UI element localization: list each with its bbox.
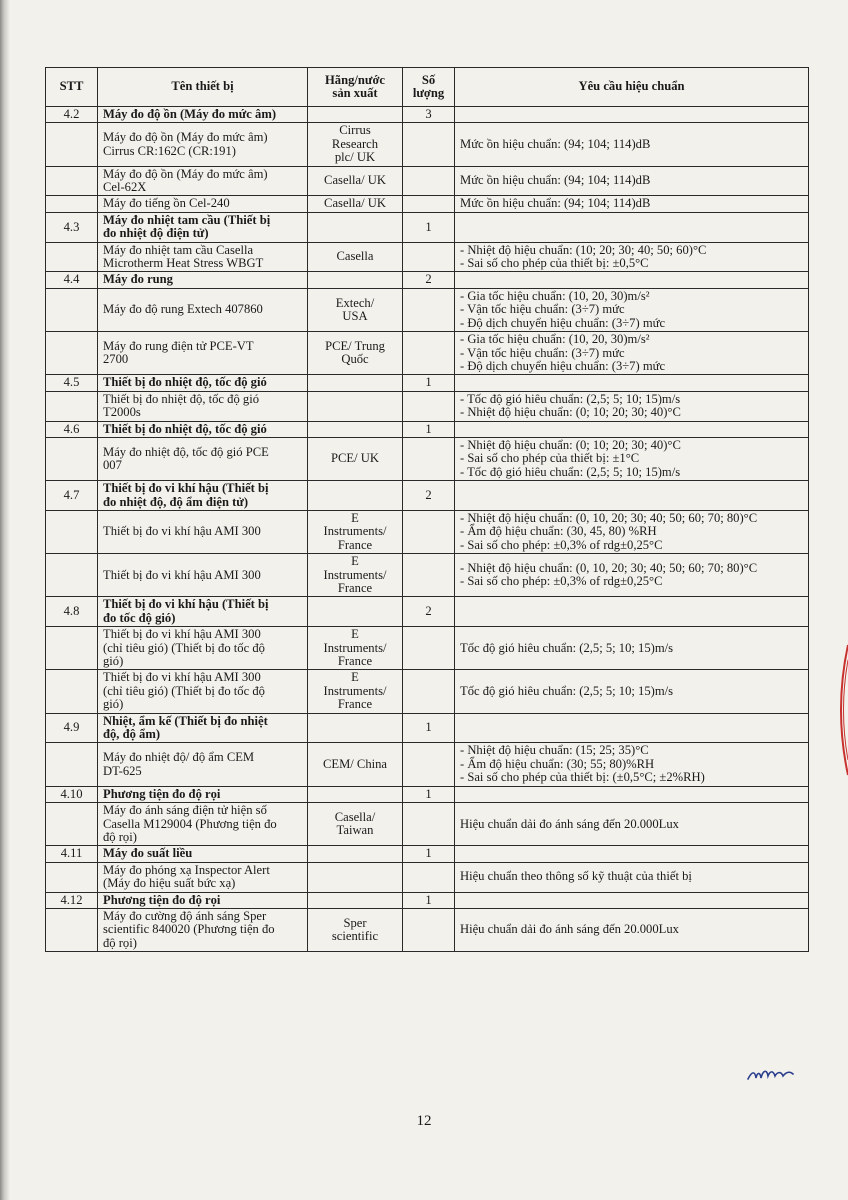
cell-manufacturer <box>308 123 403 166</box>
table-row <box>46 437 809 480</box>
cell-device-name <box>98 288 308 331</box>
cell-device-name <box>98 743 308 786</box>
requirement-line: Tốc độ gió hiêu chuẩn: (2,5; 5; 10; 15)m/s <box>460 683 674 698</box>
device-name-line: scientific 840020 (Phương tiện đo <box>103 922 275 937</box>
cell-calibration-requirement <box>455 892 809 908</box>
device-name-line: Thiết bị đo vi khí hậu AMI 300 <box>103 670 261 685</box>
table-row-group <box>46 421 809 437</box>
table-row-group <box>46 375 809 391</box>
manufacturer-line: Casella/ UK <box>324 173 386 188</box>
table-row-group <box>46 846 809 862</box>
table-row <box>46 908 809 951</box>
cell-device-name <box>98 123 308 166</box>
manufacturer-line: Instruments/ <box>323 567 387 582</box>
table-row <box>46 391 809 421</box>
cell-manufacturer <box>308 391 403 421</box>
cell-device-name <box>98 862 308 892</box>
device-name-line: đo tốc độ gió) <box>103 610 176 625</box>
cell-device-name <box>98 554 308 597</box>
device-name-line: DT-625 <box>103 763 142 778</box>
stamp-inner-arc <box>844 660 848 760</box>
page-number: 12 <box>416 1113 432 1129</box>
cell-stt: 4.7 <box>46 481 98 511</box>
requirement-line: - Gia tốc hiệu chuẩn: (10, 20, 30)m/s² <box>460 288 650 303</box>
table-row-group <box>46 272 809 288</box>
cell-quantity <box>403 908 455 951</box>
device-name-line: gió) <box>103 654 124 669</box>
manufacturer-line: Cirrus <box>339 123 371 138</box>
manufacturer-line: France <box>337 654 373 669</box>
cell-manufacturer <box>308 242 403 272</box>
requirement-line: - Nhiệt độ hiệu chuẩn: (10; 20; 30; 40; 50; 60)°C <box>460 242 707 257</box>
cell-device-name <box>98 375 308 391</box>
cell-stt <box>46 332 98 375</box>
cell-stt <box>46 437 98 480</box>
device-name-line: Máy đo nhiệt tam cầu Casella <box>103 242 254 257</box>
red-stamp-edge <box>832 640 848 780</box>
table-row <box>46 627 809 670</box>
device-name-line: Máy đo nhiệt độ/ độ ẩm CEM <box>103 750 255 765</box>
table-row <box>46 196 809 212</box>
manufacturer-line: Research <box>331 136 379 151</box>
cell-stt: 4.12 <box>46 892 98 908</box>
cell-manufacturer <box>308 288 403 331</box>
cell-manufacturer <box>308 196 403 212</box>
device-name-line: Máy đo độ ồn (Máy đo mức âm) <box>103 130 268 145</box>
cell-calibration-requirement <box>455 272 809 288</box>
device-name-line: Thiết bị đo vi khí hậu AMI 300 <box>103 627 261 642</box>
requirement-line: - Sai số cho phép của thiết bị: ±1°C <box>460 451 640 466</box>
requirement-line: - Nhiệt độ hiệu chuẩn: (0, 10, 20; 30; 40; 50; 60; 70; 80)°C <box>460 510 758 525</box>
cell-stt <box>46 510 98 553</box>
cell-quantity <box>403 288 455 331</box>
cell-quantity <box>403 862 455 892</box>
device-name-line: Máy đo rung <box>103 272 173 287</box>
cell-quantity: 2 <box>403 481 455 511</box>
cell-device-name <box>98 391 308 421</box>
device-name-line: Máy đo nhiệt tam cầu (Thiết bị <box>103 212 271 227</box>
header-stt: STT <box>46 68 98 107</box>
requirement-line: Hiệu chuẩn theo thông số kỹ thuật của thiết bị <box>460 869 692 884</box>
cell-quantity <box>403 242 455 272</box>
cell-calibration-requirement <box>455 332 809 375</box>
cell-device-name <box>98 908 308 951</box>
manufacturer-line: E <box>351 670 359 685</box>
table-row-group <box>46 786 809 802</box>
device-name-line: (Máy đo hiệu suất bức xạ) <box>103 876 236 891</box>
cell-stt: 4.2 <box>46 107 98 123</box>
manufacturer-line: PCE/ UK <box>331 451 379 466</box>
cell-calibration-requirement <box>455 846 809 862</box>
cell-calibration-requirement <box>455 908 809 951</box>
device-name-line: Thiết bị đo nhiệt độ, tốc độ gió <box>103 375 267 390</box>
cell-manufacturer <box>308 908 403 951</box>
table-row <box>46 670 809 713</box>
requirement-line: - Ẩm độ hiệu chuẩn: (30, 45, 80) %RH <box>460 524 657 539</box>
cell-manufacturer <box>308 786 403 802</box>
cell-calibration-requirement <box>455 123 809 166</box>
manufacturer-line: Instruments/ <box>323 524 387 539</box>
table-header <box>46 68 809 107</box>
manufacturer-line: Instruments/ <box>323 683 387 698</box>
cell-quantity <box>403 743 455 786</box>
table-row-group <box>46 107 809 123</box>
cell-manufacturer <box>308 597 403 627</box>
device-name-line: Thiết bị đo vi khí hậu AMI 300 <box>103 524 261 539</box>
manufacturer-line: CEM/ China <box>322 756 388 771</box>
header-device-name: Tên thiết bị <box>98 68 308 107</box>
cell-device-name <box>98 272 308 288</box>
manufacturer-line: Instruments/ <box>323 640 387 655</box>
cell-quantity: 1 <box>403 786 455 802</box>
device-name-line: Phương tiện đo độ rọi <box>103 786 221 801</box>
device-name-line: Máy đo độ ồn (Máy đo mức âm) <box>103 107 277 121</box>
cell-calibration-requirement <box>455 196 809 212</box>
cell-calibration-requirement <box>455 554 809 597</box>
cell-calibration-requirement <box>455 212 809 242</box>
requirement-line: Hiệu chuẩn dải đo ánh sáng đến 20.000Lux <box>460 816 679 831</box>
cell-stt: 4.9 <box>46 713 98 743</box>
cell-calibration-requirement <box>455 481 809 511</box>
header-quantity <box>403 68 455 107</box>
cell-manufacturer <box>308 107 403 123</box>
device-name-line: đo nhiệt độ điện tử) <box>103 226 209 241</box>
initials-stroke <box>748 1071 793 1079</box>
cell-device-name <box>98 421 308 437</box>
device-name-line: Casella M129004 (Phương tiện đo <box>103 816 277 831</box>
cell-quantity <box>403 670 455 713</box>
cell-quantity: 1 <box>403 892 455 908</box>
cell-stt <box>46 670 98 713</box>
calibration-equipment-table <box>45 67 809 952</box>
cell-manufacturer <box>308 166 403 196</box>
cell-calibration-requirement <box>455 107 809 123</box>
cell-manufacturer <box>308 743 403 786</box>
device-name-line: Thiết bị đo nhiệt độ, tốc độ gió <box>103 391 260 406</box>
cell-device-name <box>98 670 308 713</box>
device-name-line: Máy đo cường độ ánh sáng Sper <box>103 908 267 923</box>
cell-quantity: 1 <box>403 846 455 862</box>
cell-calibration-requirement <box>455 391 809 421</box>
cell-quantity <box>403 391 455 421</box>
cell-stt <box>46 908 98 951</box>
cell-calibration-requirement <box>455 597 809 627</box>
cell-manufacturer <box>308 437 403 480</box>
cell-quantity: 1 <box>403 421 455 437</box>
cell-calibration-requirement <box>455 713 809 743</box>
device-name-line: (chỉ tiêu gió) (Thiết bị đo tốc độ <box>103 640 265 655</box>
cell-stt <box>46 288 98 331</box>
cell-manufacturer <box>308 670 403 713</box>
cell-device-name <box>98 846 308 862</box>
cell-calibration-requirement <box>455 166 809 196</box>
manufacturer-line: Casella/ <box>334 809 376 824</box>
requirement-line: - Nhiệt độ hiệu chuẩn: (0; 10; 20; 30; 40)°C <box>460 437 681 452</box>
cell-device-name <box>98 437 308 480</box>
cell-calibration-requirement <box>455 743 809 786</box>
cell-quantity <box>403 123 455 166</box>
requirement-line: - Ẩm độ hiệu chuẩn: (30; 55; 80)%RH <box>460 756 655 771</box>
device-name-line: Máy đo ánh sáng điện tử hiện số <box>103 803 267 818</box>
header-manufacturer <box>308 68 403 107</box>
cell-quantity <box>403 627 455 670</box>
cell-manufacturer <box>308 713 403 743</box>
manufacturer-line: Casella <box>336 249 374 264</box>
device-name-line: Máy đo suất liều <box>103 846 193 861</box>
cell-calibration-requirement <box>455 242 809 272</box>
cell-stt: 4.10 <box>46 786 98 802</box>
cell-calibration-requirement <box>455 670 809 713</box>
device-name-line: độ rọi) <box>103 935 137 950</box>
cell-device-name <box>98 332 308 375</box>
cell-device-name <box>98 892 308 908</box>
device-name-line: Cirrus CR:162C (CR:191) <box>103 143 236 158</box>
table-row-group <box>46 481 809 511</box>
requirement-line: - Độ dịch chuyển hiệu chuẩn: (3÷7) mức <box>460 315 666 330</box>
manufacturer-line: E <box>351 554 359 569</box>
header-quantity-line: Số <box>421 72 436 87</box>
cell-quantity <box>403 554 455 597</box>
header-quantity-line: lượng <box>412 86 445 100</box>
device-name-line: gió) <box>103 697 124 712</box>
manufacturer-line: France <box>337 537 373 552</box>
device-name-line: độ, độ ẩm) <box>103 727 161 742</box>
table-body <box>46 107 809 952</box>
cell-device-name <box>98 627 308 670</box>
device-name-line: (chỉ tiêu gió) (Thiết bị đo tốc độ <box>103 683 265 698</box>
cell-stt: 4.11 <box>46 846 98 862</box>
header-manufacturer-line: sản xuất <box>332 86 378 100</box>
device-name-line: Máy đo phóng xạ Inspector Alert <box>103 862 270 877</box>
cell-manufacturer <box>308 846 403 862</box>
cell-manufacturer <box>308 510 403 553</box>
cell-quantity: 2 <box>403 272 455 288</box>
cell-stt <box>46 242 98 272</box>
cell-quantity <box>403 803 455 846</box>
device-name-line: độ rọi) <box>103 829 137 844</box>
cell-manufacturer <box>308 332 403 375</box>
cell-calibration-requirement <box>455 375 809 391</box>
manufacturer-line: plc/ UK <box>334 150 376 165</box>
requirement-line: - Độ dịch chuyển hiệu chuẩn: (3÷7) mức <box>460 358 666 373</box>
initials-signature <box>746 1062 796 1086</box>
device-name-line: T2000s <box>103 405 141 420</box>
cell-manufacturer <box>308 892 403 908</box>
requirement-line: - Nhiệt độ hiệu chuẩn: (0, 10, 20; 30; 40; 50; 60; 70; 80)°C <box>460 560 758 575</box>
device-name-line: đo nhiệt độ, độ ẩm điện tử) <box>103 494 249 509</box>
device-name-line: Máy đo tiếng ồn Cel-240 <box>103 196 230 211</box>
device-name-line: Thiết bị đo vi khí hậu (Thiết bị <box>103 597 269 612</box>
manufacturer-line: PCE/ Trung <box>325 338 385 353</box>
device-name-line: 2700 <box>103 352 129 367</box>
manufacturer-line: France <box>337 581 373 595</box>
cell-device-name <box>98 212 308 242</box>
manufacturer-line: scientific <box>331 929 379 944</box>
requirement-line: - Nhiệt độ hiệu chuẩn: (15; 25; 35)°C <box>460 743 649 758</box>
requirement-line: - Tốc độ gió hiêu chuẩn: (2,5; 5; 10; 15)m/s <box>460 391 681 406</box>
requirement-line: Mức ồn hiệu chuẩn: (94; 104; 114)dB <box>460 136 651 151</box>
manufacturer-line: Quốc <box>341 352 369 367</box>
cell-manufacturer <box>308 627 403 670</box>
scan-left-edge <box>0 0 10 1200</box>
cell-calibration-requirement <box>455 803 809 846</box>
cell-stt: 4.8 <box>46 597 98 627</box>
requirement-line: Mức ồn hiệu chuẩn: (94; 104; 114)dB <box>460 173 651 188</box>
cell-calibration-requirement <box>455 786 809 802</box>
cell-device-name <box>98 803 308 846</box>
table-row <box>46 510 809 553</box>
requirement-line: Hiệu chuẩn dải đo ánh sáng đến 20.000Lux <box>460 922 679 937</box>
cell-calibration-requirement <box>455 627 809 670</box>
device-name-line: Nhiệt, ẩm kế (Thiết bị đo nhiệt <box>103 713 268 728</box>
cell-stt <box>46 166 98 196</box>
cell-stt <box>46 123 98 166</box>
device-name-line: Thiết bị đo vi khí hậu (Thiết bị <box>103 481 269 496</box>
cell-calibration-requirement <box>455 288 809 331</box>
cell-manufacturer <box>308 421 403 437</box>
cell-manufacturer <box>308 272 403 288</box>
table-row <box>46 862 809 892</box>
cell-device-name <box>98 597 308 627</box>
manufacturer-line: France <box>337 697 373 712</box>
requirement-line: - Nhiệt độ hiệu chuẩn: (0; 10; 20; 30; 40)°C <box>460 405 681 420</box>
cell-stt <box>46 391 98 421</box>
cell-quantity <box>403 510 455 553</box>
table-row <box>46 743 809 786</box>
cell-stt <box>46 196 98 212</box>
table-row-group <box>46 713 809 743</box>
cell-quantity <box>403 437 455 480</box>
cell-device-name <box>98 510 308 553</box>
manufacturer-line: USA <box>342 308 368 323</box>
device-name-line: Microtherm Heat Stress WBGT <box>103 256 264 271</box>
manufacturer-line: E <box>351 510 359 525</box>
table-row-group <box>46 892 809 908</box>
manufacturer-line: Sper <box>343 915 367 930</box>
device-name-line: Máy đo độ rung Extech 407860 <box>103 302 263 317</box>
table-row <box>46 288 809 331</box>
cell-device-name <box>98 196 308 212</box>
table-row <box>46 803 809 846</box>
cell-device-name <box>98 242 308 272</box>
device-name-line: Máy đo rung điện tử PCE-VT <box>103 338 254 353</box>
device-name-line: Máy đo nhiệt độ, tốc độ gió PCE <box>103 444 269 459</box>
requirement-line: Tốc độ gió hiêu chuẩn: (2,5; 5; 10; 15)m/s <box>460 640 674 655</box>
table-row <box>46 242 809 272</box>
cell-stt: 4.5 <box>46 375 98 391</box>
cell-calibration-requirement <box>455 421 809 437</box>
requirement-line: - Sai số cho phép của thiết bị: (±0,5°C; ±2%RH) <box>460 770 705 785</box>
manufacturer-line: Extech/ <box>335 295 375 310</box>
device-name-line: Máy đo độ ồn (Máy đo mức âm) <box>103 166 268 181</box>
cell-device-name <box>98 481 308 511</box>
device-name-line: 007 <box>103 458 122 473</box>
cell-stt <box>46 803 98 846</box>
manufacturer-line: Casella/ UK <box>324 196 386 211</box>
cell-quantity: 1 <box>403 212 455 242</box>
cell-quantity: 2 <box>403 597 455 627</box>
requirement-line: - Sai số cho phép: ±0,3% of rdg±0,25°C <box>460 574 663 589</box>
cell-stt: 4.6 <box>46 421 98 437</box>
cell-stt: 4.4 <box>46 272 98 288</box>
cell-stt <box>46 554 98 597</box>
device-name-line: Phương tiện đo độ rọi <box>103 892 221 907</box>
cell-manufacturer <box>308 554 403 597</box>
table-row <box>46 554 809 597</box>
cell-device-name <box>98 786 308 802</box>
header-calibration-requirement: Yêu cầu hiệu chuẩn <box>455 68 809 107</box>
cell-device-name <box>98 166 308 196</box>
cell-quantity <box>403 332 455 375</box>
cell-calibration-requirement <box>455 862 809 892</box>
cell-manufacturer <box>308 375 403 391</box>
cell-quantity <box>403 166 455 196</box>
cell-device-name <box>98 107 308 123</box>
header-row <box>46 68 809 107</box>
manufacturer-line: E <box>351 627 359 642</box>
cell-quantity: 1 <box>403 375 455 391</box>
requirement-line: - Tốc độ gió hiêu chuẩn: (2,5; 5; 10; 15)m/s <box>460 464 681 479</box>
cell-quantity: 3 <box>403 107 455 123</box>
cell-stt <box>46 627 98 670</box>
cell-quantity: 1 <box>403 713 455 743</box>
requirement-line: - Sai số cho phép: ±0,3% of rdg±0,25°C <box>460 537 663 552</box>
cell-quantity <box>403 196 455 212</box>
manufacturer-line: Taiwan <box>336 823 374 838</box>
table-row-group <box>46 597 809 627</box>
table-row <box>46 123 809 166</box>
cell-manufacturer <box>308 481 403 511</box>
requirement-line: Mức ồn hiệu chuẩn: (94; 104; 114)dB <box>460 196 651 211</box>
requirement-line: - Sai số cho phép của thiết bị: ±0,5°C <box>460 256 649 271</box>
cell-calibration-requirement <box>455 437 809 480</box>
table-row <box>46 332 809 375</box>
requirement-line: - Gia tốc hiệu chuẩn: (10, 20, 30)m/s² <box>460 332 650 347</box>
cell-manufacturer <box>308 862 403 892</box>
cell-manufacturer <box>308 212 403 242</box>
cell-manufacturer <box>308 803 403 846</box>
cell-stt <box>46 862 98 892</box>
table-row <box>46 166 809 196</box>
cell-calibration-requirement <box>455 510 809 553</box>
table-row-group <box>46 212 809 242</box>
cell-stt <box>46 743 98 786</box>
requirement-line: - Vận tốc hiệu chuẩn: (3÷7) mức <box>460 345 625 360</box>
requirement-line: - Vận tốc hiệu chuẩn: (3÷7) mức <box>460 302 625 317</box>
device-name-line: Thiết bị đo vi khí hậu AMI 300 <box>103 567 261 582</box>
cell-stt: 4.3 <box>46 212 98 242</box>
device-name-line: Thiết bị đo nhiệt độ, tốc độ gió <box>103 421 267 436</box>
header-manufacturer-line: Hãng/nước <box>324 72 386 87</box>
cell-device-name <box>98 713 308 743</box>
device-name-line: Cel-62X <box>103 180 147 195</box>
